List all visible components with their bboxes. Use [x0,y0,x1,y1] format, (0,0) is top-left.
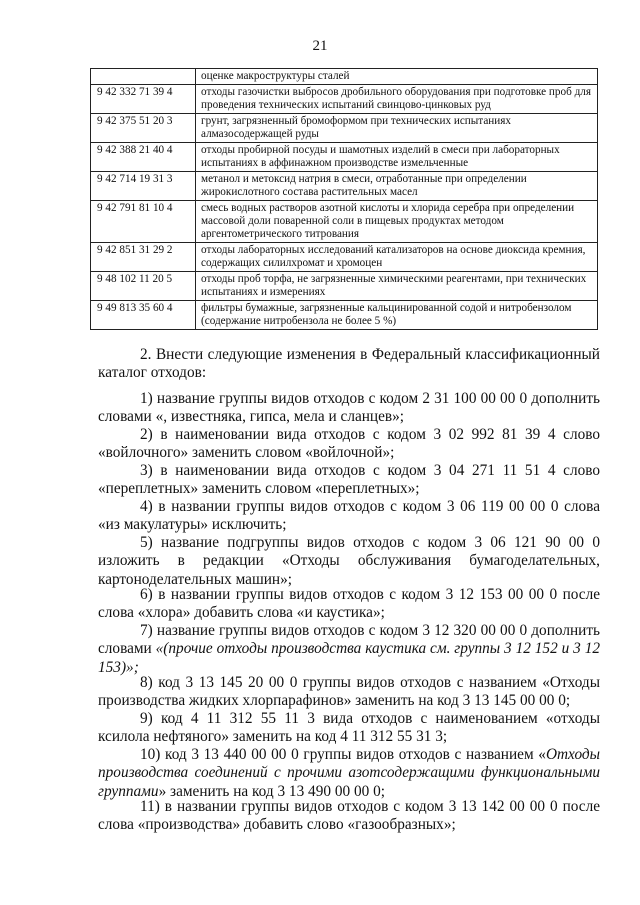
amendment-item [98,586,600,623]
amendment-text: название подгруппы видов отходов с кодом 3 06 121 90 00 0 изложить в редакции «Отходы обслуживания бумагоделательных, картоноделательных машин»; [98,534,600,588]
amendment-number: 8) [140,674,159,691]
amendment-item [98,674,600,711]
waste-name: отходы пробирной посуды и шамотных изделий в смеси при лабораторных испытаниях в аффинажном производстве измельченные [196,143,598,172]
amendment-text: код 4 11 312 55 11 3 вида отходов с наименованием «отходы ксилола нефтяного» заменить на код 4 11 312 55 31 3; [98,710,600,746]
amendment-number: 7) [140,622,157,639]
amendment-text: в названии группы видов отходов с кодом 3 13 142 00 00 0 после слова «производства» добавить слово «газообразных»; [98,798,600,834]
amendment-italic-text: Отходы производства соединений с прочими азотсодержащими функциональными группами [98,746,600,800]
amendment-text: название группы видов отходов с кодом 3 12 320 00 00 0 дополнить словами [98,622,600,658]
amendment-number: 11) [140,798,165,815]
amendment-item [98,462,600,499]
waste-name: отходы проб торфа, не загрязненные химическими реагентами, при технических испытаниях и измерениях [196,272,598,301]
amendment-number: 6) [140,586,159,603]
waste-code: 9 49 813 35 60 4 [91,301,196,330]
waste-name: грунт, загрязненный бромоформом при технических испытаниях алмазосодержащей руды [196,114,598,143]
amendment-number: 5) [140,534,162,551]
amendment-text: в названии группы видов отходов с кодом 3 06 119 00 00 0 слова «из макулатуры» исключить; [98,498,600,534]
amendment-number: 3) [140,462,161,479]
waste-code: 9 42 851 31 29 2 [91,243,196,272]
waste-name: отходы лабораторных исследований катализаторов на основе диоксида кремния, содержащих силилхромат и хромоцен [196,243,598,272]
amendment-text: название группы видов отходов с кодом 2 31 100 00 00 0 дополнить словами «, известняка, гипса, мела и сланцев»; [98,390,600,426]
table-row [91,243,598,272]
amendment-item [98,534,600,589]
waste-code: 9 42 791 81 10 4 [91,201,196,243]
table-row [91,143,598,172]
amendment-item [98,746,600,801]
table-row [91,201,598,243]
waste-code [91,69,196,85]
amendment-italic-text: «(прочие отходы производства каустика см. группы 3 12 152 и 3 12 153)»; [98,640,601,676]
amendment-number: 2) [140,426,161,443]
table-row [91,172,598,201]
waste-code: 9 42 714 19 31 3 [91,172,196,201]
amendment-item [98,798,600,835]
waste-code: 9 42 332 71 39 4 [91,85,196,114]
table-row [91,114,598,143]
waste-name: отходы газочистки выбросов дробильного оборудования при подготовке проб для проведения технических испытаний свинцово-цинковых руд [196,85,598,114]
waste-classification-table [90,68,598,330]
amendment-text-after: » заменить на код 3 13 490 00 00 0; [158,782,385,800]
amendment-number: 10) [140,746,166,763]
amendment-number: 1) [140,390,157,407]
page-number: 21 [312,38,328,54]
waste-name: оценке макроструктуры сталей [196,69,598,85]
amendment-item [98,498,600,535]
waste-name: фильтры бумажные, загрязненные кальцинированной содой и нитробензолом (содержание нитробензола не более 5 %) [196,301,598,330]
amendment-item [98,710,600,747]
amendment-text: код 3 13 145 20 00 0 группы видов отходов с названием «Отходы производства жидких хлорпарафинов» заменить на код 3 13 145 00 00 0; [98,674,600,710]
amendment-item [98,622,600,677]
amendment-text: код 3 13 440 00 00 0 группы видов отходов с названием « [165,746,546,763]
table-row [91,301,598,330]
table-row [91,69,598,85]
amendment-item [98,390,600,427]
amendment-item [98,426,600,463]
waste-code: 9 42 388 21 40 4 [91,143,196,172]
section-2-intro: 2. Внести следующие изменения в Федеральный классификационный каталог отходов: [98,346,600,382]
amendment-text: в наименовании вида отходов с кодом 3 02 992 81 39 4 слово «войлочного» заменить словом «войлочной»; [98,426,600,462]
amendment-number: 4) [140,498,159,515]
waste-code: 9 42 375 51 20 3 [91,114,196,143]
waste-name: метанол и метоксид натрия в смеси, отработанные при определении жирокислотного состава растительных масел [196,172,598,201]
amendment-text: в наименовании вида отходов с кодом 3 04 271 11 51 4 слово «переплетных» заменить словом «переплетных»; [98,462,600,498]
table-row [91,272,598,301]
amendment-text: в названии группы видов отходов с кодом 3 12 153 00 00 0 после слова «хлора» добавить слова «и каустика»; [98,586,601,622]
table-row [91,85,598,114]
waste-name: смесь водных растворов азотной кислоты и хлорида серебра при определении массовой доли поваренной соли в пищевых продуктах методом аргентометрического титрования [196,201,598,243]
amendment-number: 9) [140,710,161,727]
waste-code: 9 48 102 11 20 5 [91,272,196,301]
